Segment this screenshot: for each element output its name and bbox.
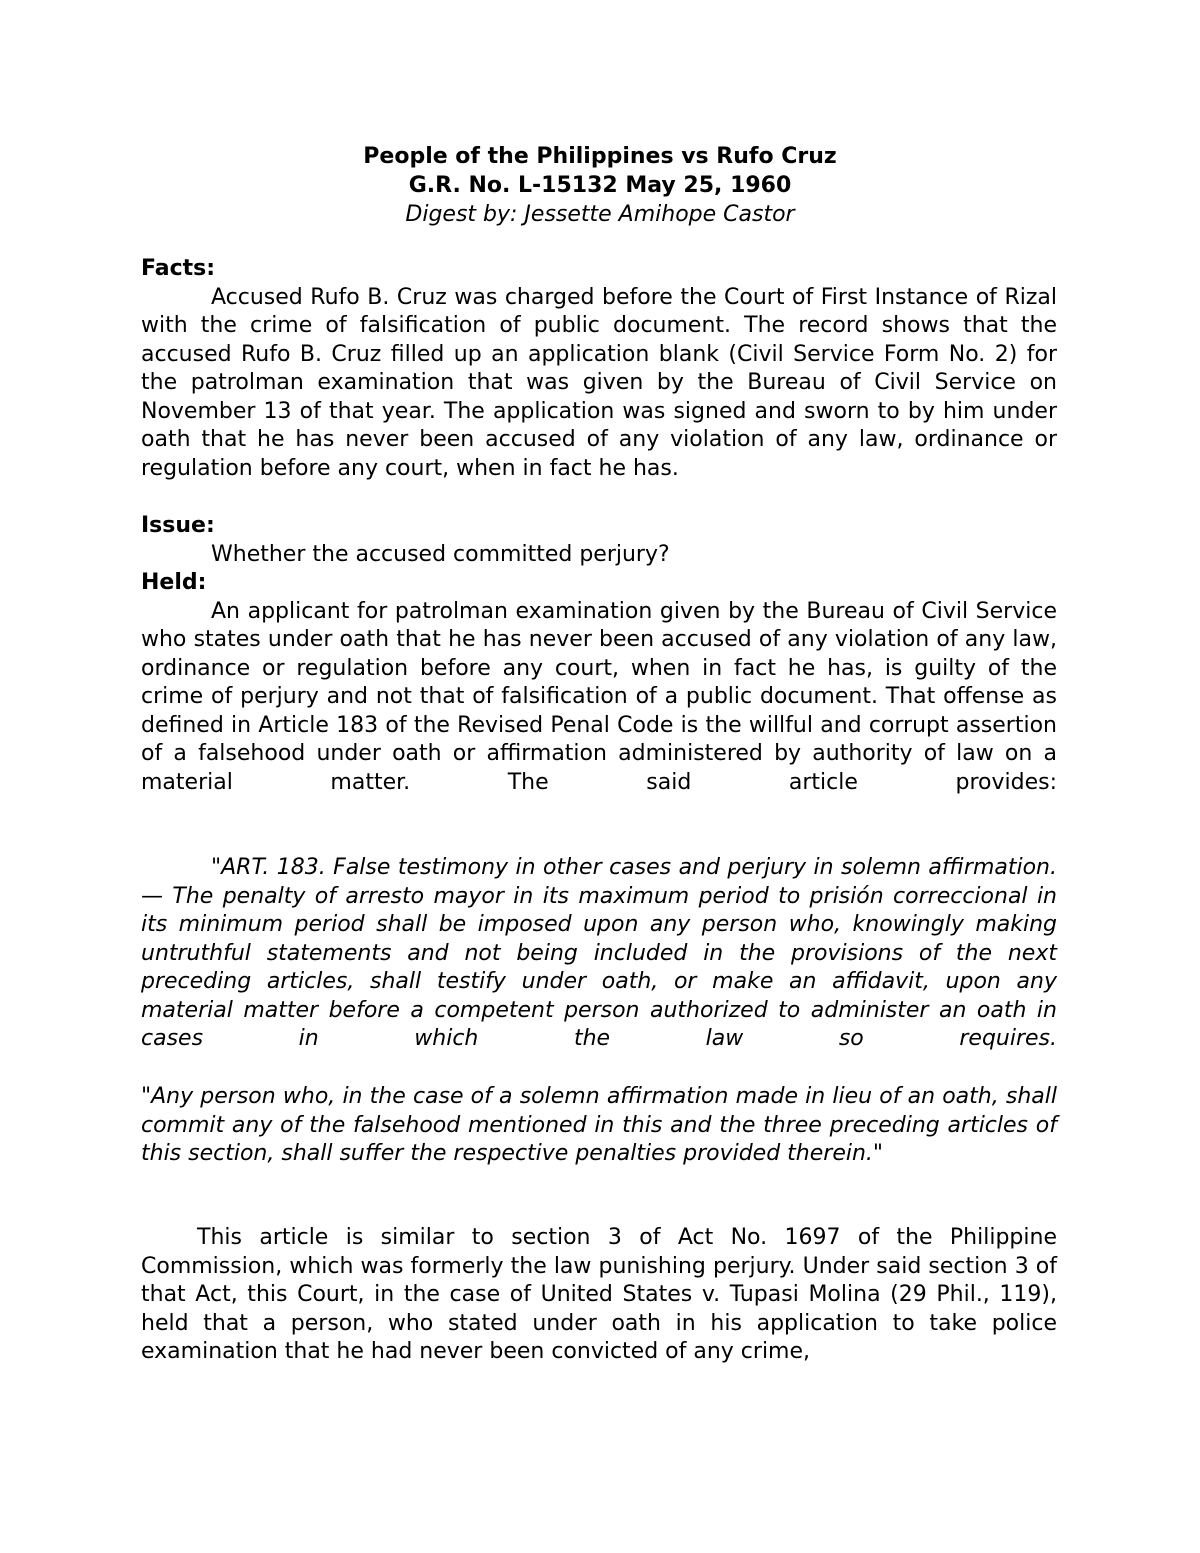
held-section [141, 569, 1057, 797]
article-quote-section-2 [141, 1083, 1057, 1169]
article-183-quote: "ART. 183. False testimony in other cases and perjury in solemn affirmation. — The penalty of arresto mayor in its maximum period to prisión correccional in its minimum period shall be imposed upon any person who, knowingly making untruthful statements and not being included in the provisions of the next preceding articles, shall testify under oath, or make an affidavit, upon any material matter before a competent person authorized to administer an oath in cases in which the law so requires. [141, 855, 1057, 1051]
issue-section [141, 512, 1057, 569]
issue-heading: Issue: [141, 513, 215, 538]
digest-author: Digest by: Jessette Amihope Castor [405, 202, 795, 227]
article-quote-section [141, 854, 1057, 1054]
held-text: An applicant for patrolman examination given by the Bureau of Civil Service who states under oath that he has never been accused of any violation of any law, ordinance or regulation before any court, when in fact he has, is guilty of the crime of perjury and not that of falsification of a public document. That offense as defined in Article 183 of the Revised Penal Code is the willful and corrupt assertion of a falsehood under oath or affirmation administered by authority of law on a material matter. The said article provides: [141, 598, 1057, 795]
continuation-section [141, 1224, 1057, 1367]
document-header [0, 142, 1200, 229]
case-number: G.R. No. L-15132 May 25, 1960 [408, 173, 792, 198]
issue-text: Whether the accused committed perjury? [211, 541, 670, 567]
facts-text: Accused Rufo B. Cruz was charged before the Court of First Instance of Rizal with the crime of falsification of public document. The record shows that the accused Rufo B. Cruz filled up an application blank (Civil Service Form No. 2) for the patrolman examination that was given by the Bureau of Civil Service on November 13 of that year. The application was signed and sworn to by him under oath that he has never been accused of any violation of any law, ordinance or regulation before any court, when in fact he has. [141, 284, 1057, 481]
solemn-affirmation-quote: "Any person who, in the case of a solemn affirmation made in lieu of an oath, shall commit any of the falsehood mentioned in this and the three preceding articles of this section, shall suffer the respective penalties provided therein." [141, 1084, 1057, 1166]
held-heading: Held: [141, 570, 207, 595]
facts-heading: Facts: [141, 256, 216, 281]
continuation-text: This article is similar to section 3 of Act No. 1697 of the Philippine Commission, which was formerly the law punishing perjury. Under said section 3 of that Act, this Court, in the case of United States v. Tupasi Molina (29 Phil., 119), held that a person, who stated under oath in his application to take police examination that he had never been convicted of any crime, [141, 1225, 1057, 1364]
case-title: People of the Philippines vs Rufo Cruz [363, 144, 837, 169]
facts-section [141, 255, 1057, 483]
